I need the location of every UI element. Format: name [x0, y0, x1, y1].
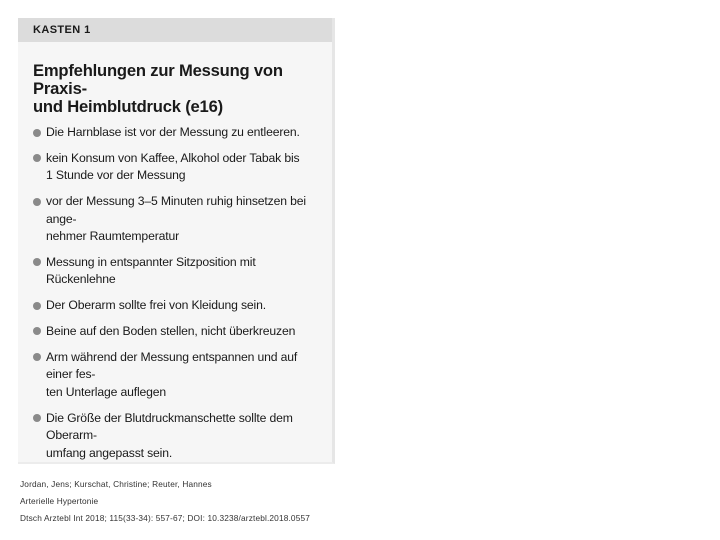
bullet-icon	[33, 327, 41, 335]
citation	[20, 476, 310, 527]
bullet-icon	[33, 129, 41, 137]
citation-journal: Dtsch Arztebl Int 2018; 115(33-34): 557-67; DOI: 10.3238/arztebl.2018.0557	[20, 513, 310, 523]
bullet-icon	[33, 414, 41, 422]
list-item	[33, 349, 326, 402]
bullet-icon	[33, 258, 41, 266]
info-box	[18, 18, 335, 464]
box-title-line: und Heimblutdruck (e16)	[33, 97, 223, 116]
box-title-line: Empfehlungen zur Messung von Praxis-	[33, 61, 283, 98]
list-item-line: Beine auf den Boden stellen, nicht überkreuzen	[46, 323, 296, 338]
box-title	[33, 62, 320, 116]
list-item-line: Messung in entspannter Sitzposition mit Rückenlehne	[46, 254, 256, 287]
list-item	[33, 410, 326, 463]
list-item	[33, 193, 326, 246]
list-item-line: 1 Stunde vor der Messung	[46, 168, 186, 183]
list-item-line: vor der Messung 3–5 Minuten ruhig hinsetzen bei ange-	[46, 194, 306, 226]
recommendation-list	[33, 124, 326, 464]
list-item-line: Arm während der Messung entspannen und auf einer fes-	[46, 349, 298, 382]
list-item-line: Der Oberarm sollte frei von Kleidung sein.	[46, 298, 266, 313]
list-item-line: Die Harnblase ist vor der Messung zu entleeren.	[46, 125, 300, 139]
list-item-line: nehmer Raumtemperatur	[46, 229, 180, 244]
list-item-line: umfang angepasst sein.	[46, 445, 173, 460]
box-label: KASTEN 1	[33, 24, 91, 36]
list-item	[33, 150, 326, 185]
bullet-icon	[33, 302, 41, 310]
citation-article: Arterielle Hypertonie	[20, 496, 99, 506]
bullet-icon	[33, 198, 41, 206]
list-item	[33, 323, 326, 341]
box-header	[18, 18, 332, 42]
list-item	[33, 124, 326, 142]
list-item-line: kein Konsum von Kaffee, Alkohol oder Tabak bis	[46, 150, 300, 165]
list-item	[33, 297, 326, 315]
bullet-icon	[33, 353, 41, 361]
list-item-line: ten Unterlage auflegen	[46, 384, 167, 399]
citation-authors: Jordan, Jens; Kurschat, Christine; Reuter, Hannes	[20, 479, 212, 489]
list-item-line: Die Größe der Blutdruckmanschette sollte dem Oberarm-	[46, 410, 293, 443]
list-item	[33, 254, 326, 289]
bullet-icon	[33, 154, 41, 162]
